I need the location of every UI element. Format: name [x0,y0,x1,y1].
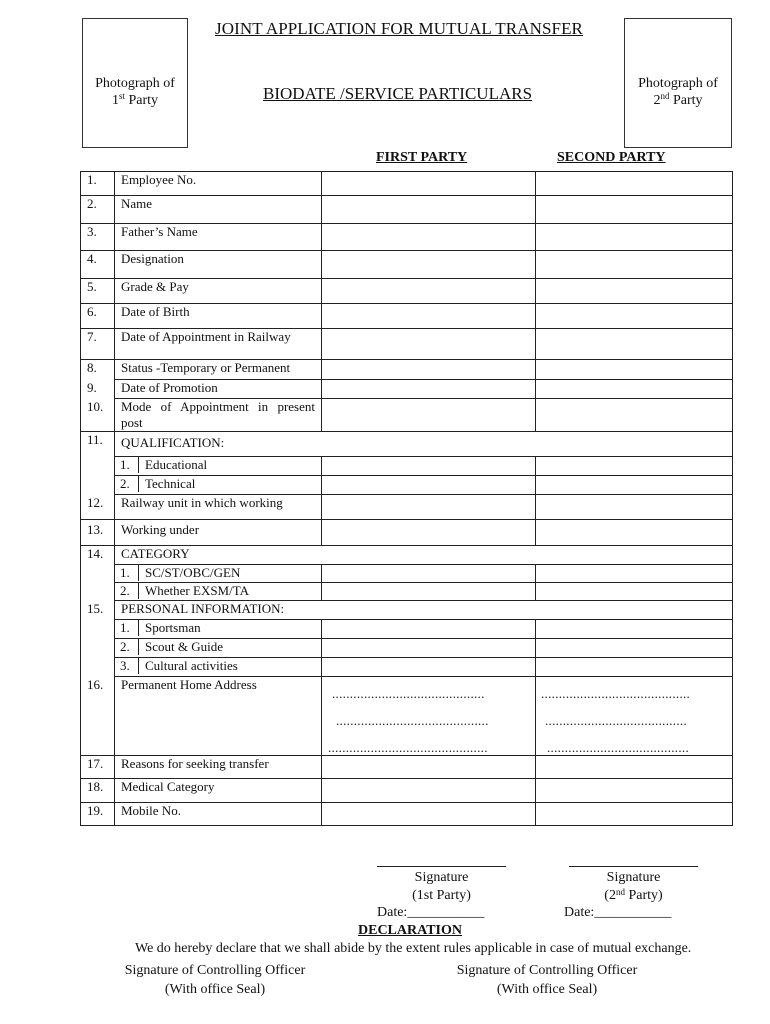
row-number: 6. [81,304,115,329]
first-party-field[interactable] [322,779,536,803]
address-dots-first-2: ........................................... [336,713,489,728]
first-party-field[interactable] [322,360,536,380]
signature-line-second-party[interactable] [569,866,698,867]
row-number: 17. [81,756,115,779]
first-party-field[interactable] [322,639,536,658]
column-heading-second-party: SECOND PARTY [557,150,666,165]
table-row [81,520,733,546]
date-first-party[interactable]: Date:___________ [377,905,485,920]
row-number: 2. [81,196,115,224]
table-row [81,457,733,476]
first-party-field[interactable] [322,304,536,329]
second-party-field[interactable] [536,279,733,304]
second-party-field[interactable] [536,172,733,196]
row-label: Railway unit in which working [115,495,322,520]
table-row [81,304,733,329]
row-label: Designation [115,251,322,279]
row-label: Father’s Name [115,224,322,251]
photo-box-second-party [624,18,732,148]
second-party-field[interactable] [536,304,733,329]
second-party-field[interactable] [536,520,733,546]
table-row [81,495,733,520]
section-label: PERSONAL INFORMATION: [115,601,733,620]
row-label: Date of Birth [115,304,322,329]
photo-label-line2: 2nd Party [653,91,703,108]
second-party-field[interactable] [536,196,733,224]
second-party-field[interactable] [536,756,733,779]
first-party-field[interactable] [322,583,536,601]
row-number: 1. [81,172,115,196]
row-label: Permanent Home Address [115,677,322,756]
address-dots-first-3: ............................................. [328,740,488,755]
row-label: Date of Promotion [115,380,322,399]
table-row [81,432,733,457]
address-dots-second-3: ........................................ [547,740,689,755]
declaration-heading: DECLARATION [358,923,462,938]
sub-item: 1. SC/ST/OBC/GEN [115,565,322,583]
row-number: 4. [81,251,115,279]
table-row [81,658,733,677]
table-row [81,620,733,639]
row-label: Working under [115,520,322,546]
second-party-field[interactable] [536,399,733,432]
second-party-field[interactable] [536,380,733,399]
controlling-officer-right: Signature of Controlling Officer (With office Seal) [456,963,638,997]
table-row [81,476,733,495]
row-number: 11. [81,432,115,457]
row-label: Status -Temporary or Permanent [115,360,322,380]
first-party-field[interactable] [322,803,536,826]
sub-item: 2. Whether EXSM/TA [115,583,322,601]
row-label: Employee No. [115,172,322,196]
form-subtitle: BIODATE /SERVICE PARTICULARS [263,84,533,103]
table-row [81,399,733,432]
second-party-field[interactable] [536,803,733,826]
declaration-text: We do hereby declare that we shall abide by the extent rules applicable in case of mutual exchange. [135,941,692,956]
row-number: 12. [81,495,115,520]
signature-second-party: Signature (2nd Party) [604,870,663,903]
second-party-field[interactable] [536,495,733,520]
signature-line-first-party[interactable] [377,866,506,867]
table-row [81,251,733,279]
column-heading-first-party: FIRST PARTY [376,150,468,165]
second-party-field[interactable] [536,476,733,495]
sub-item: 2. Scout & Guide [115,639,322,658]
table-row [81,172,733,196]
row-number: 9. [81,380,115,399]
row-label: Name [115,196,322,224]
photo-label-line1: Photograph of [95,76,175,91]
table-row [81,803,733,826]
section-label: QUALIFICATION: [115,432,733,457]
table-row [81,756,733,779]
first-party-field[interactable] [322,172,536,196]
second-party-field[interactable] [536,565,733,583]
photo-box-first-party [82,18,188,148]
second-party-field[interactable] [536,224,733,251]
second-party-field[interactable] [536,779,733,803]
row-number: 18. [81,779,115,803]
table-row [81,360,733,380]
first-party-field[interactable] [322,495,536,520]
first-party-field[interactable] [322,224,536,251]
first-party-field[interactable] [322,279,536,304]
signature-first-party: Signature (1st Party) [412,870,471,903]
row-number: 5. [81,279,115,304]
table-row [81,583,733,601]
second-party-field[interactable] [536,360,733,380]
second-party-field[interactable] [536,251,733,279]
row-number: 7. [81,329,115,360]
address-dots-first-1: ........................................... [332,686,485,701]
second-party-field[interactable] [536,457,733,476]
row-number: 14. [81,546,115,565]
first-party-field[interactable] [322,329,536,360]
second-party-field[interactable] [536,639,733,658]
row-number: 13. [81,520,115,546]
sub-item: 2. Technical [115,476,322,495]
photo-label-line2: 1st Party [111,91,159,108]
row-number: 3. [81,224,115,251]
row-number: 19. [81,803,115,826]
row-label: Mode of Appointment in present post [115,399,322,432]
row-label: Medical Category [115,779,322,803]
row-label: Reasons for seeking transfer [115,756,322,779]
table-row [81,380,733,399]
first-party-field[interactable] [322,520,536,546]
table-row [81,196,733,224]
date-second-party[interactable]: Date:___________ [564,905,672,920]
controlling-officer-left: Signature of Controlling Officer (With office Seal) [124,963,306,997]
address-dots-second-1: .......................................... [541,686,691,701]
table-row [81,279,733,304]
first-party-field[interactable] [322,457,536,476]
table-row [81,779,733,803]
row-number: 10. [81,399,115,432]
table-row [81,565,733,583]
sub-item: 1. Educational [115,457,322,476]
row-number: 15. [81,601,115,620]
row-number: 8. [81,360,115,380]
form-title: JOINT APPLICATION FOR MUTUAL TRANSFER [215,19,583,38]
second-party-field[interactable] [536,620,733,639]
row-label: Grade & Pay [115,279,322,304]
first-party-field[interactable] [322,196,536,224]
row-number: 16. [81,677,115,756]
sub-item: 3. Cultural activities [115,658,322,677]
table-row [81,546,733,565]
first-party-field[interactable] [322,399,536,432]
photo-label-line1: Photograph of [638,76,718,91]
row-label: Date of Appointment in Railway [115,329,322,360]
first-party-field[interactable] [322,380,536,399]
second-party-field[interactable] [536,583,733,601]
second-party-field[interactable] [536,658,733,677]
first-party-field[interactable] [322,620,536,639]
first-party-field[interactable] [322,476,536,495]
table-row [81,639,733,658]
section-label: CATEGORY [115,546,733,565]
table-row [81,224,733,251]
first-party-field[interactable] [322,251,536,279]
table-row [81,329,733,360]
first-party-field[interactable] [322,756,536,779]
table-row [81,601,733,620]
row-label: Mobile No. [115,803,322,826]
address-dots-second-2: ........................................ [545,713,687,728]
sub-item: 1. Sportsman [115,620,322,639]
first-party-field[interactable] [322,565,536,583]
first-party-field[interactable] [322,658,536,677]
second-party-field[interactable] [536,329,733,360]
